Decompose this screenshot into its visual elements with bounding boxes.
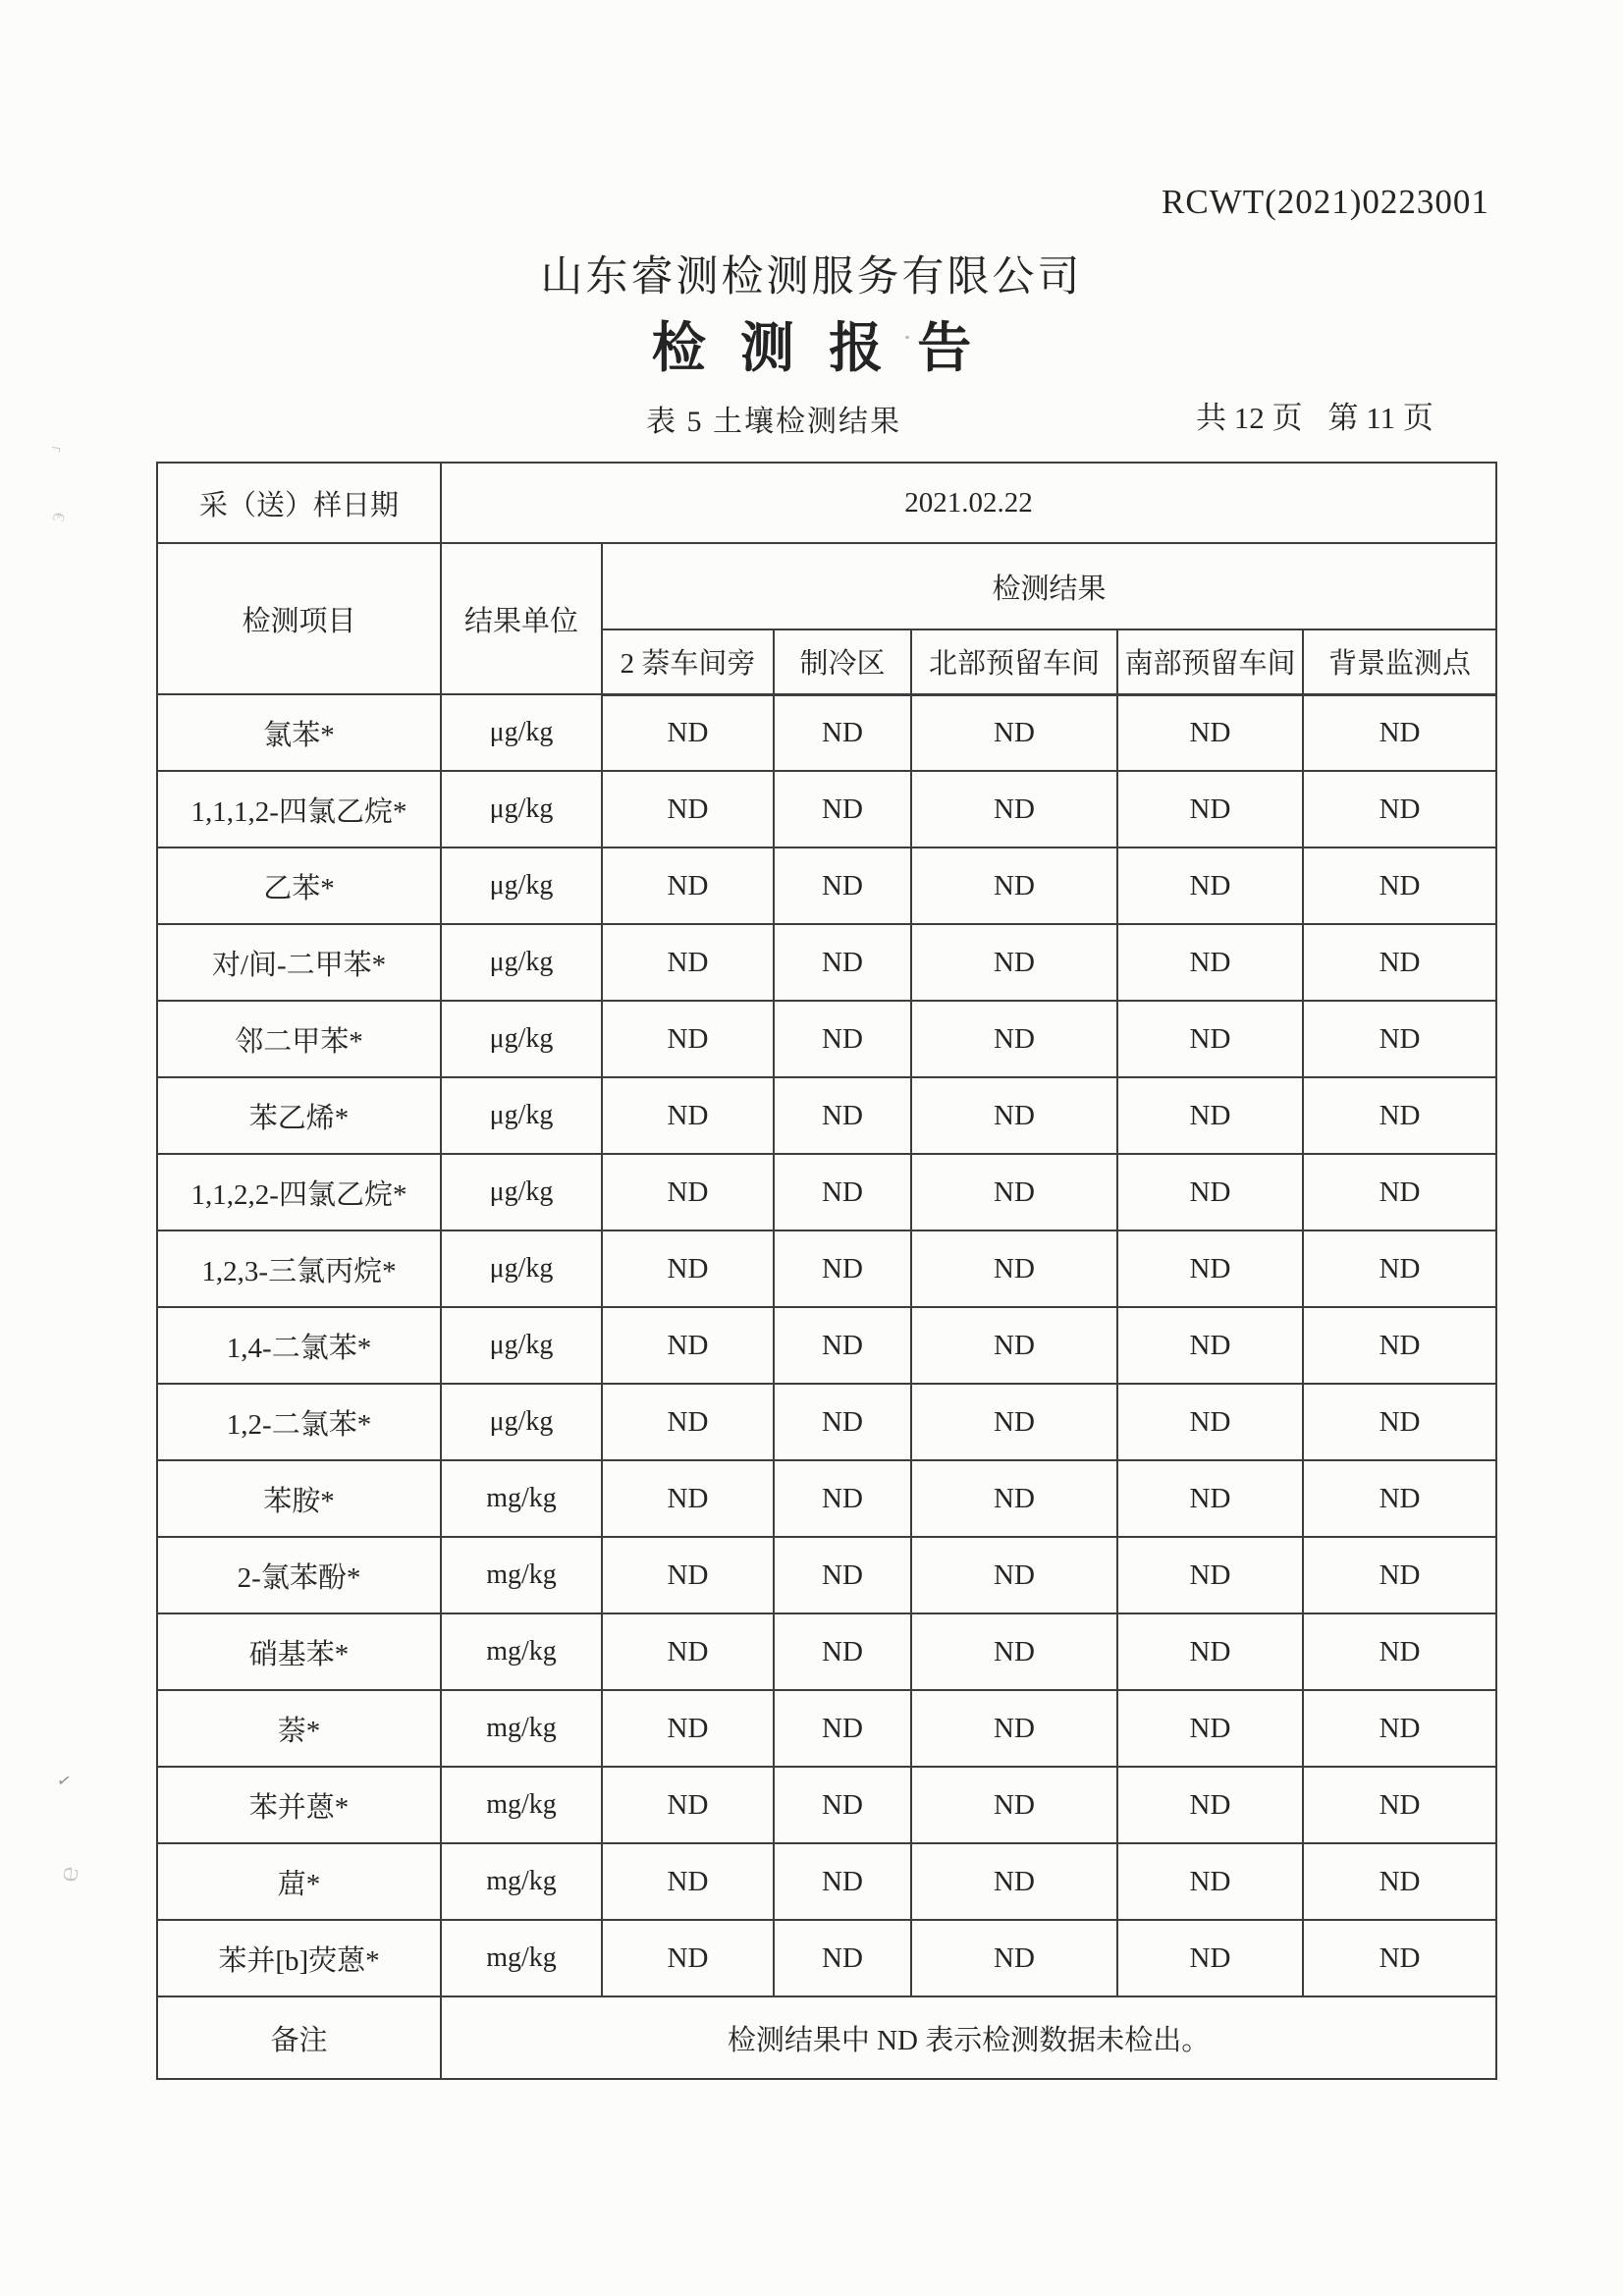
table-row xyxy=(157,1384,1496,1460)
result-cell: ND xyxy=(1303,1384,1496,1460)
result-cell: ND xyxy=(1303,847,1496,924)
unit-cell: mg/kg xyxy=(441,1920,602,1996)
result-cell: ND xyxy=(1303,1001,1496,1077)
results-table xyxy=(156,462,1497,2080)
result-cell: ND xyxy=(774,1537,911,1613)
result-cell: ND xyxy=(602,694,774,771)
table-row xyxy=(157,847,1496,924)
result-cell: ND xyxy=(1117,1077,1303,1154)
unit-cell: μg/kg xyxy=(441,924,602,1001)
result-cell: ND xyxy=(602,1384,774,1460)
unit-cell: mg/kg xyxy=(441,1537,602,1613)
results-table-container xyxy=(156,462,1497,2080)
sample-date-value: 2021.02.22 xyxy=(441,463,1496,543)
result-cell: ND xyxy=(1303,1307,1496,1384)
result-cell: ND xyxy=(1117,1384,1303,1460)
result-cell: ND xyxy=(774,1613,911,1690)
result-cell: ND xyxy=(1303,1843,1496,1920)
result-cell: ND xyxy=(774,1843,911,1920)
results-body xyxy=(157,694,1496,1996)
result-cell: ND xyxy=(602,1690,774,1767)
item-cell: 乙苯* xyxy=(157,847,441,924)
result-cell: ND xyxy=(602,1460,774,1537)
sample-date-row xyxy=(157,463,1496,543)
result-cell: ND xyxy=(1303,1154,1496,1230)
result-cell: ND xyxy=(911,1077,1117,1154)
result-cell: ND xyxy=(1303,1767,1496,1843)
item-cell: 1,2-二氯苯* xyxy=(157,1384,441,1460)
sample-date-label: 采（送）样日期 xyxy=(157,463,441,543)
result-cell: ND xyxy=(1303,694,1496,771)
result-cell: ND xyxy=(774,1920,911,1996)
item-cell: 苯胺* xyxy=(157,1460,441,1537)
unit-cell: μg/kg xyxy=(441,694,602,771)
table-row xyxy=(157,1767,1496,1843)
table-row xyxy=(157,1843,1496,1920)
result-cell: ND xyxy=(774,1001,911,1077)
table-row xyxy=(157,1230,1496,1307)
result-cell: ND xyxy=(602,1307,774,1384)
result-cell: ND xyxy=(911,1384,1117,1460)
result-cell: ND xyxy=(1117,1230,1303,1307)
result-cell: ND xyxy=(602,1843,774,1920)
result-cell: ND xyxy=(1117,694,1303,771)
item-cell: 苯并[b]荧蒽* xyxy=(157,1920,441,1996)
result-cell: ND xyxy=(1117,1460,1303,1537)
result-cell: ND xyxy=(1117,1843,1303,1920)
result-cell: ND xyxy=(1117,1537,1303,1613)
result-cell: ND xyxy=(911,1001,1117,1077)
item-cell: 苯乙烯* xyxy=(157,1077,441,1154)
result-cell: ND xyxy=(1117,1920,1303,1996)
result-cell: ND xyxy=(911,1690,1117,1767)
result-cell: ND xyxy=(911,1767,1117,1843)
result-cell: ND xyxy=(1117,924,1303,1001)
sample-point-header: 北部预留车间 xyxy=(911,629,1117,694)
result-cell: ND xyxy=(602,1230,774,1307)
page-total: 共 12 页 xyxy=(1196,401,1303,435)
result-cell: ND xyxy=(911,694,1117,771)
result-cell: ND xyxy=(911,1154,1117,1230)
item-cell: 氯苯* xyxy=(157,694,441,771)
result-cell: ND xyxy=(602,1767,774,1843)
item-cell: 硝基苯* xyxy=(157,1613,441,1690)
item-cell: 䓛* xyxy=(157,1843,441,1920)
item-cell: 1,4-二氯苯* xyxy=(157,1307,441,1384)
result-cell: ND xyxy=(911,924,1117,1001)
result-cell: ND xyxy=(774,847,911,924)
table-row xyxy=(157,1001,1496,1077)
result-cell: ND xyxy=(774,694,911,771)
sample-point-header: 2 萘车间旁 xyxy=(602,629,774,694)
item-cell: 对/间-二甲苯* xyxy=(157,924,441,1001)
unit-cell: μg/kg xyxy=(441,1307,602,1384)
result-cell: ND xyxy=(602,771,774,847)
unit-cell: μg/kg xyxy=(441,1230,602,1307)
result-cell: ND xyxy=(774,1690,911,1767)
table-row xyxy=(157,924,1496,1001)
item-cell: 萘* xyxy=(157,1690,441,1767)
unit-cell: μg/kg xyxy=(441,1001,602,1077)
result-cell: ND xyxy=(911,1843,1117,1920)
item-cell: 1,2,3-三氯丙烷* xyxy=(157,1230,441,1307)
unit-cell: mg/kg xyxy=(441,1767,602,1843)
item-cell: 邻二甲苯* xyxy=(157,1001,441,1077)
sample-point-header: 南部预留车间 xyxy=(1117,629,1303,694)
report-number: RCWT(2021)0223001 xyxy=(1162,183,1489,221)
item-header: 检测项目 xyxy=(157,543,441,694)
result-cell: ND xyxy=(774,924,911,1001)
unit-header: 结果单位 xyxy=(441,543,602,694)
item-cell: 1,1,2,2-四氯乙烷* xyxy=(157,1154,441,1230)
table-row xyxy=(157,1154,1496,1230)
table-row xyxy=(157,1690,1496,1767)
result-cell: ND xyxy=(1303,1920,1496,1996)
result-cell: ND xyxy=(1303,1230,1496,1307)
unit-cell: μg/kg xyxy=(441,1384,602,1460)
result-cell: ND xyxy=(1117,1690,1303,1767)
sample-point-header: 背景监测点 xyxy=(1303,629,1496,694)
scan-artifact: € xyxy=(48,511,69,522)
result-cell: ND xyxy=(774,1307,911,1384)
result-cell: ND xyxy=(1303,1460,1496,1537)
unit-cell: μg/kg xyxy=(441,847,602,924)
result-cell: ND xyxy=(1117,1613,1303,1690)
page-info xyxy=(1196,393,1434,437)
page-current: 第 11 页 xyxy=(1327,401,1434,435)
table-row xyxy=(157,694,1496,771)
result-cell: ND xyxy=(911,1613,1117,1690)
result-cell: ND xyxy=(774,1230,911,1307)
result-cell: ND xyxy=(1303,1077,1496,1154)
unit-cell: μg/kg xyxy=(441,1154,602,1230)
unit-cell: mg/kg xyxy=(441,1460,602,1537)
result-cell: ND xyxy=(774,1384,911,1460)
result-cell: ND xyxy=(1303,1613,1496,1690)
remark-row xyxy=(157,1996,1496,2079)
result-cell: ND xyxy=(1117,1001,1303,1077)
result-cell: ND xyxy=(911,1230,1117,1307)
result-cell: ND xyxy=(602,1001,774,1077)
unit-cell: μg/kg xyxy=(441,771,602,847)
result-cell: ND xyxy=(602,1920,774,1996)
remark-label: 备注 xyxy=(157,1996,441,2079)
unit-cell: μg/kg xyxy=(441,1077,602,1154)
result-cell: ND xyxy=(1303,1537,1496,1613)
table-row xyxy=(157,1307,1496,1384)
result-cell: ND xyxy=(774,1460,911,1537)
unit-cell: mg/kg xyxy=(441,1690,602,1767)
unit-cell: mg/kg xyxy=(441,1613,602,1690)
result-cell: ND xyxy=(911,1307,1117,1384)
result-cell: ND xyxy=(1303,771,1496,847)
result-cell: ND xyxy=(1117,847,1303,924)
scan-artifact: ✓ xyxy=(55,1770,74,1792)
result-cell: ND xyxy=(1303,1690,1496,1767)
result-header: 检测结果 xyxy=(602,543,1496,629)
scan-artifact: ¬ xyxy=(49,437,63,459)
table-row xyxy=(157,771,1496,847)
unit-cell: mg/kg xyxy=(441,1843,602,1920)
page-title: 检测报告 xyxy=(651,318,1006,378)
sample-point-header: 制冷区 xyxy=(774,629,911,694)
table-row xyxy=(157,1613,1496,1690)
item-cell: 苯并蒽* xyxy=(157,1767,441,1843)
table-row xyxy=(157,1077,1496,1154)
item-cell: 1,1,1,2-四氯乙烷* xyxy=(157,771,441,847)
company-name: 山东睿测检测服务有限公司 xyxy=(540,254,1083,301)
header-row xyxy=(157,543,1496,629)
result-cell: ND xyxy=(602,1537,774,1613)
table-row xyxy=(157,1460,1496,1537)
result-cell: ND xyxy=(602,1613,774,1690)
item-cell: 2-氯苯酚* xyxy=(157,1537,441,1613)
result-cell: ND xyxy=(911,847,1117,924)
result-cell: ND xyxy=(911,1920,1117,1996)
result-cell: ND xyxy=(1117,1767,1303,1843)
result-cell: ND xyxy=(1303,924,1496,1001)
result-cell: ND xyxy=(774,1767,911,1843)
result-cell: ND xyxy=(774,1154,911,1230)
result-cell: ND xyxy=(602,1154,774,1230)
table-row xyxy=(157,1537,1496,1613)
result-cell: ND xyxy=(602,1077,774,1154)
result-cell: ND xyxy=(602,924,774,1001)
table-row xyxy=(157,1920,1496,1996)
result-cell: ND xyxy=(1117,771,1303,847)
result-cell: ND xyxy=(774,1077,911,1154)
result-cell: ND xyxy=(1117,1307,1303,1384)
result-cell: ND xyxy=(602,847,774,924)
result-cell: ND xyxy=(911,771,1117,847)
result-cell: ND xyxy=(1117,1154,1303,1230)
result-cell: ND xyxy=(911,1537,1117,1613)
scan-artifact: Ə xyxy=(58,1865,83,1884)
result-cell: ND xyxy=(911,1460,1117,1537)
result-cell: ND xyxy=(774,771,911,847)
remark-text: 检测结果中 ND 表示检测数据未检出。 xyxy=(441,1996,1496,2079)
table-caption: 表 5 土壤检测结果 xyxy=(646,406,901,438)
